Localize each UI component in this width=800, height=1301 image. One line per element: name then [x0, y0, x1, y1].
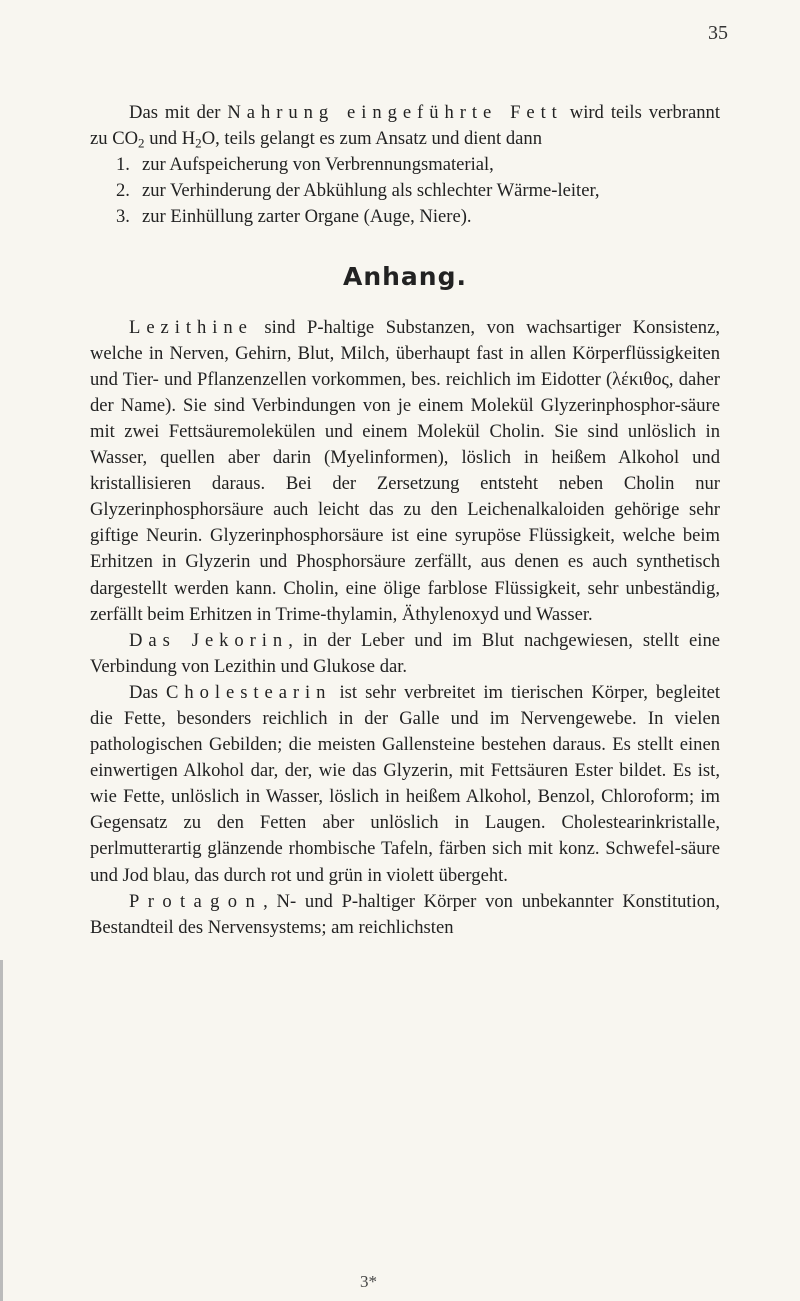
scan-edge-line	[0, 960, 3, 1301]
page-number: 35	[708, 22, 728, 44]
h2o-subscript: 2	[195, 135, 202, 151]
cholestearin-paragraph	[90, 680, 720, 889]
list-number: 2.	[116, 180, 130, 202]
intro-text-start: Das mit der	[129, 102, 228, 123]
jekorin-term: Das Jekorin	[129, 629, 289, 651]
intro-text-co2: wird teils verbrannt zu CO	[90, 102, 721, 150]
page-body	[90, 100, 720, 941]
intro-paragraph	[90, 100, 720, 152]
intro-spaced-term: Nahrung eingeführte Fett	[227, 102, 563, 123]
jekorin-text: , in der Leber und im Blut nachgewiesen, stellt eine Verbindung von Lezithin und Glukose dar.	[90, 629, 720, 677]
jekorin-paragraph	[90, 628, 720, 680]
section-heading: Anhang.	[342, 262, 467, 292]
protagon-term: Protagon	[129, 890, 264, 912]
list-text: zur Verhinderung der Abkühlung als schlechter Wärme-leiter,	[142, 180, 600, 202]
signature-mark: 3*	[360, 1272, 377, 1291]
cholestearin-term: Cholestearin	[166, 681, 332, 703]
list-text: zur Aufspeicherung von Verbrennungsmaterial,	[142, 154, 494, 176]
protagon-paragraph	[90, 889, 720, 941]
cholestearin-prefix: Das	[129, 681, 167, 703]
list-item	[116, 204, 720, 230]
list-number: 1.	[116, 154, 130, 176]
lezithine-paragraph	[90, 315, 720, 628]
protagon-text: , N- und P-haltiger Körper von unbekannter Konstitution, Bestandteil des Nervensystems; am reichlichsten	[90, 890, 720, 938]
intro-text-end: O, teils gelangt es zum Ansatz und dient dann	[201, 128, 542, 150]
list-number: 3.	[116, 206, 130, 228]
lezithine-text: sind P-haltige Substanzen, von wachsartiger Konsistenz, welche in Nerven, Gehirn, Blut, Milch, überhaupt fast in allen Körperflüssigkeiten und Tier- und Pflanzenzellen vorkommen, bes. reichlich im Eidotter (λέκιθος, daher der Name). Sie sind Verbindungen von je einem Molekül Glyzerinphosphor-säure mit zwei Fettsäuremolekülen und einem Molekül Cholin. Sie sind unlöslich in Wasser, quellen aber darin (Myelinformen), löslich in heißem Alkohol und kristallisieren daraus. Bei der Zersetzung entsteht neben Cholin nur Glyzerinphosphorsäure auch leicht das zu den Leichenalkaloiden gehörige sehr giftige Neurin. Glyzerinphosphorsäure ist eine syrupöse Flüssigkeit, welche beim Erhitzen in Glyzerin und Phosphorsäure zerfällt, aus denen es auch synthetisch dargestellt werden kann. Cholin, eine ölige farblose Flüssigkeit, sehr unbeständig, zerfällt beim Erhitzen in Trime-thylamin, Äthylenoxyd und Wasser.	[90, 316, 720, 625]
intro-text-h2o: und H	[144, 128, 196, 150]
list-text: zur Einhüllung zarter Organe (Auge, Niere).	[142, 206, 472, 228]
list-item	[116, 152, 720, 178]
function-list	[116, 152, 720, 230]
cholestearin-text: ist sehr verbreitet im tierischen Körper, begleitet die Fette, besonders reichlich in der Galle und im Nervengewebe. In vielen pathologischen Gebilden; die meisten Gallensteine bestehen daraus. Es stellt einen einwertigen Alkohol dar, der, wie das Glyzerin, mit Fettsäuren Ester bildet. Es ist, wie Fette, unlöslich in Wasser, löslich in heißem Alkohol, Benzol, Chloroform; im Gegensatz zu den Fetten aber unlöslich in Laugen. Cholestearinkristalle, perlmutterartig glänzende rhombische Tafeln, färben sich mit konz. Schwefel-säure und Jod blau, das durch rot und grün in violett übergeht.	[90, 681, 720, 886]
co2-subscript: 2	[138, 135, 145, 151]
list-item	[116, 178, 720, 204]
lezithine-term: Lezithine	[129, 316, 253, 338]
